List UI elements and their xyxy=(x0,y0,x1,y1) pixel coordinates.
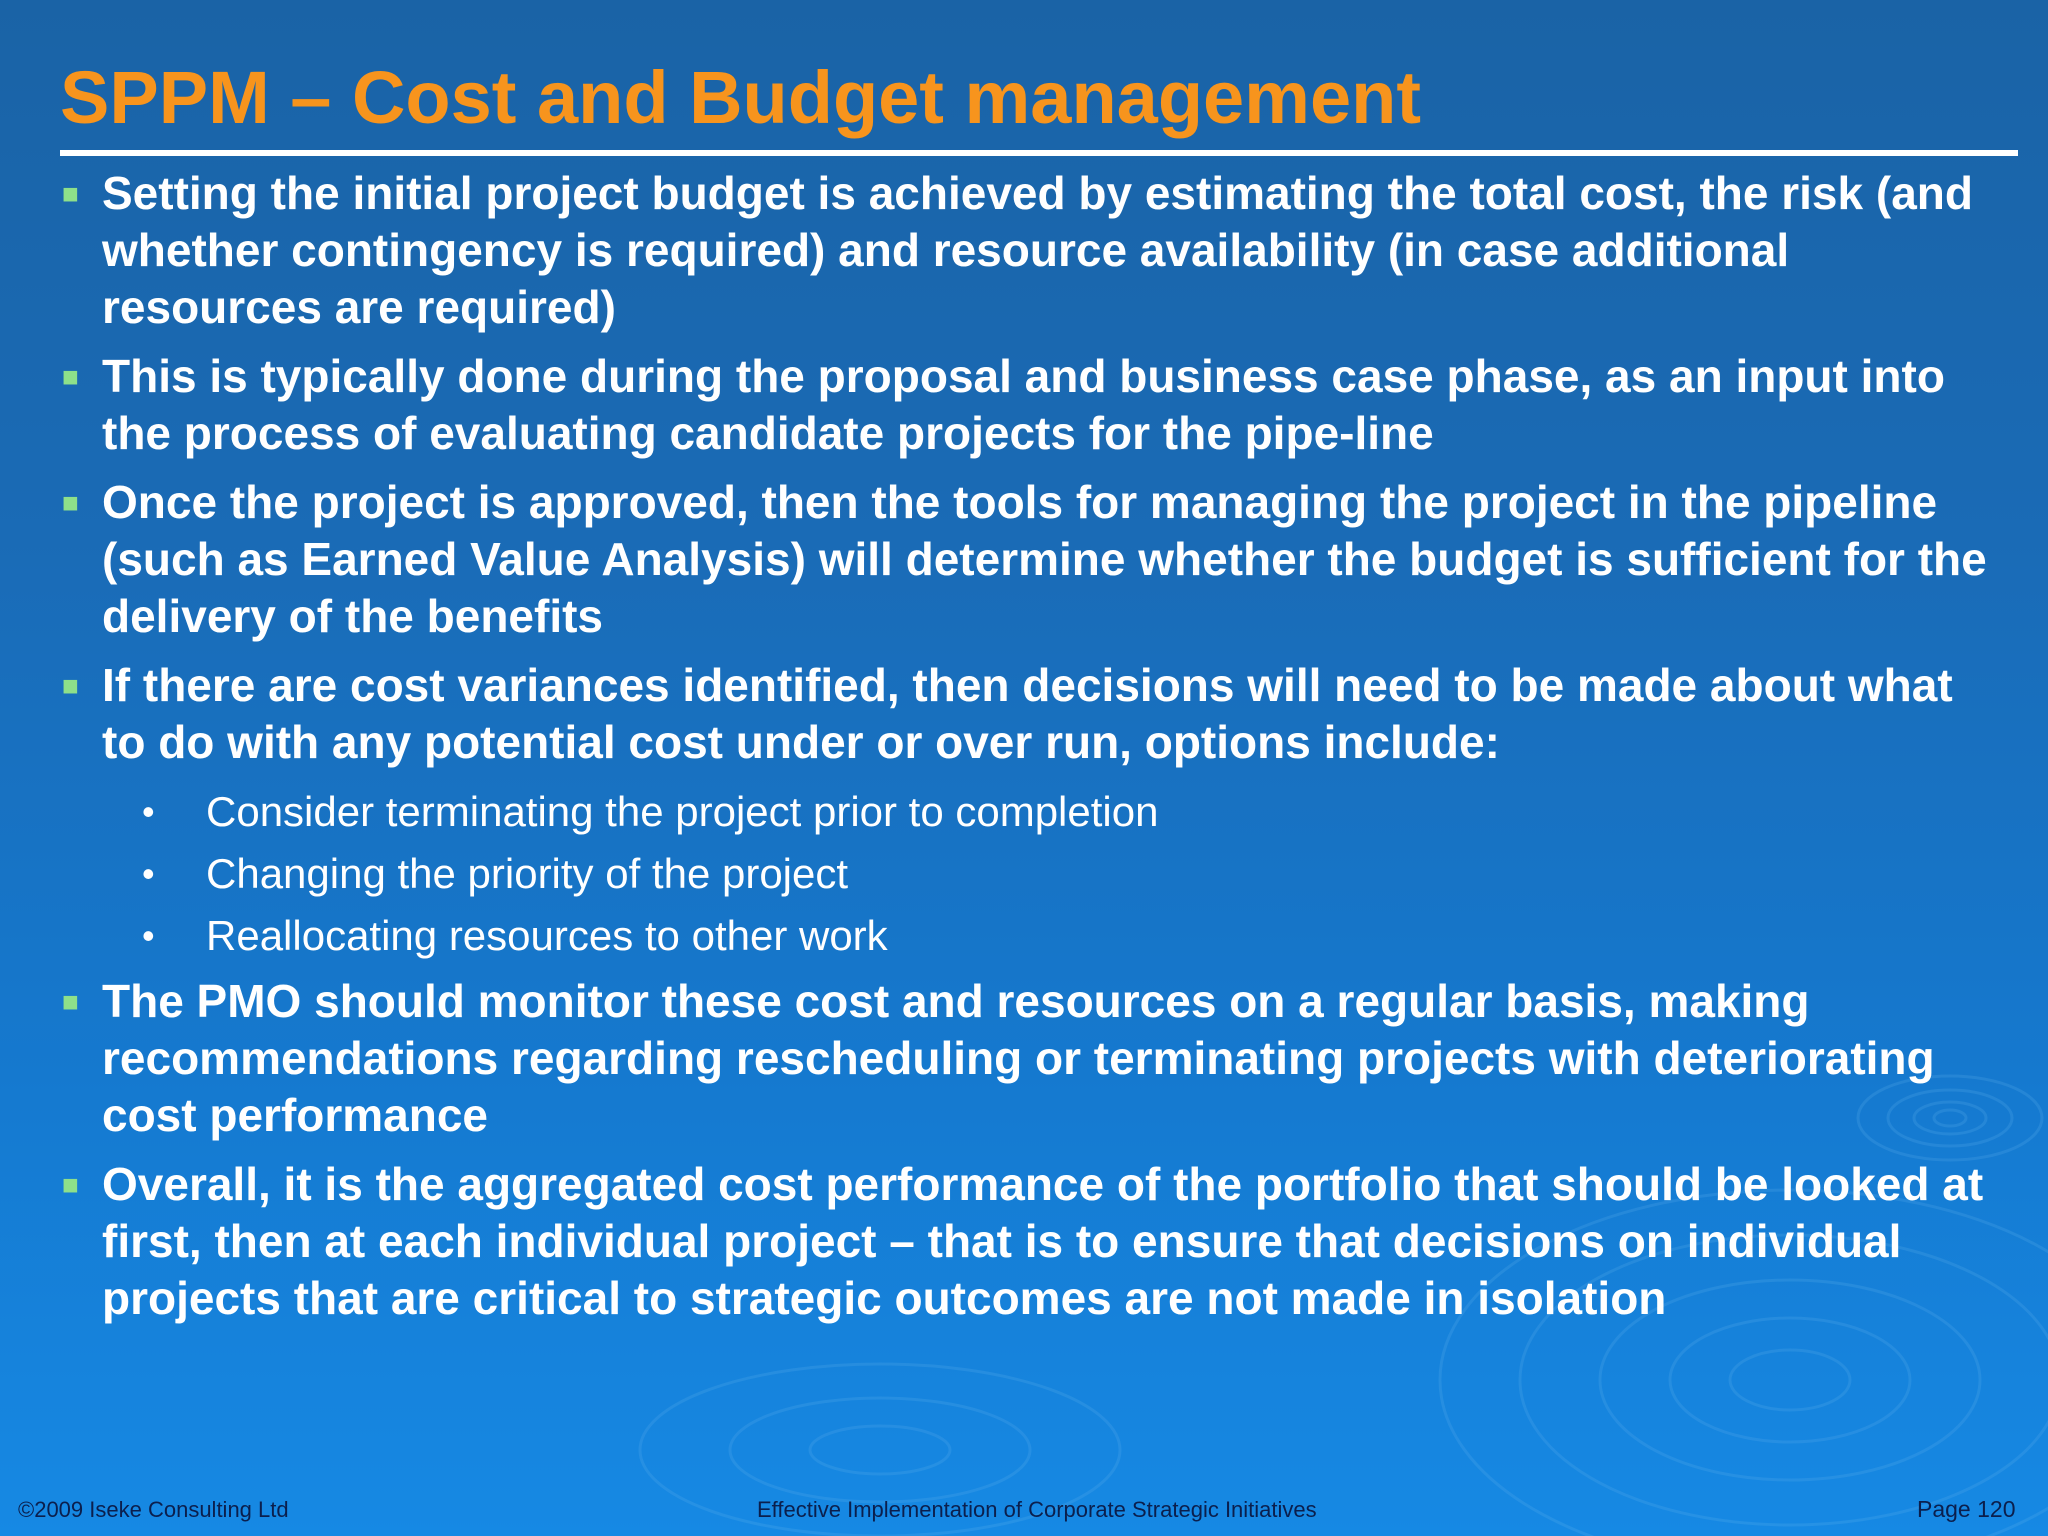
sub-bullet-item xyxy=(0,905,2048,967)
bullet-text: Setting the initial project budget is achieved by estimating the total cost, the risk (and whether contingency is required) and resource availability (in case additional resources are required) xyxy=(102,167,1973,333)
round-bullet-icon: • xyxy=(142,853,155,894)
round-bullet-icon: • xyxy=(142,915,155,956)
bullet-text: The PMO should monitor these cost and resources on a regular basis, making recommendations regarding rescheduling or terminating projects with deteriorating cost performance xyxy=(102,975,1935,1141)
bullet-text: Once the project is approved, then the tools for managing the project in the pipeline (such as Earned Value Analysis) will determine whether the budget is sufficient for the delivery of the benefits xyxy=(102,476,1987,642)
square-bullet-icon: ■ xyxy=(62,487,79,518)
bullet-text: Overall, it is the aggregated cost performance of the portfolio that should be looked at first, then at each individual project – that is to ensure that decisions on individual projects that are critical to strategic outcomes are not made in isolation xyxy=(102,1158,1984,1324)
square-bullet-icon: ■ xyxy=(62,1169,79,1200)
round-bullet-icon: • xyxy=(142,791,155,832)
bullet-item xyxy=(0,973,2048,1144)
bullet-list xyxy=(0,165,2048,1339)
footer-page-number: Page 120 xyxy=(1917,1496,2016,1522)
bullet-item xyxy=(0,165,2048,336)
square-bullet-icon: ■ xyxy=(62,986,79,1017)
title-divider xyxy=(60,150,2018,156)
sub-bullet-text: Changing the priority of the project xyxy=(206,850,849,897)
footer-course-title: Effective Implementation of Corporate Strategic Initiatives xyxy=(757,1497,1317,1522)
sub-bullet-text: Reallocating resources to other work xyxy=(206,912,888,959)
bullet-item xyxy=(0,348,2048,462)
square-bullet-icon: ■ xyxy=(62,670,79,701)
bullet-text: This is typically done during the proposal and business case phase, as an input into the process of evaluating candidate projects for the pipe-line xyxy=(102,350,1945,459)
bullet-text: If there are cost variances identified, then decisions will need to be made about what to do with any potential cost under or over run, options include: xyxy=(102,659,1953,768)
sub-bullet-item xyxy=(0,781,2048,843)
sub-bullet-list xyxy=(0,781,2048,967)
sub-bullet-item xyxy=(0,843,2048,905)
bullet-item xyxy=(0,1156,2048,1327)
bullet-item xyxy=(0,474,2048,645)
square-bullet-icon: ■ xyxy=(62,178,79,209)
slide-title: SPPM – Cost and Budget management xyxy=(60,56,1421,139)
square-bullet-icon: ■ xyxy=(62,361,79,392)
sub-bullet-text: Consider terminating the project prior to completion xyxy=(206,788,1159,835)
bullet-item xyxy=(0,657,2048,771)
footer-copyright: ©2009 Iseke Consulting Ltd xyxy=(18,1497,289,1522)
